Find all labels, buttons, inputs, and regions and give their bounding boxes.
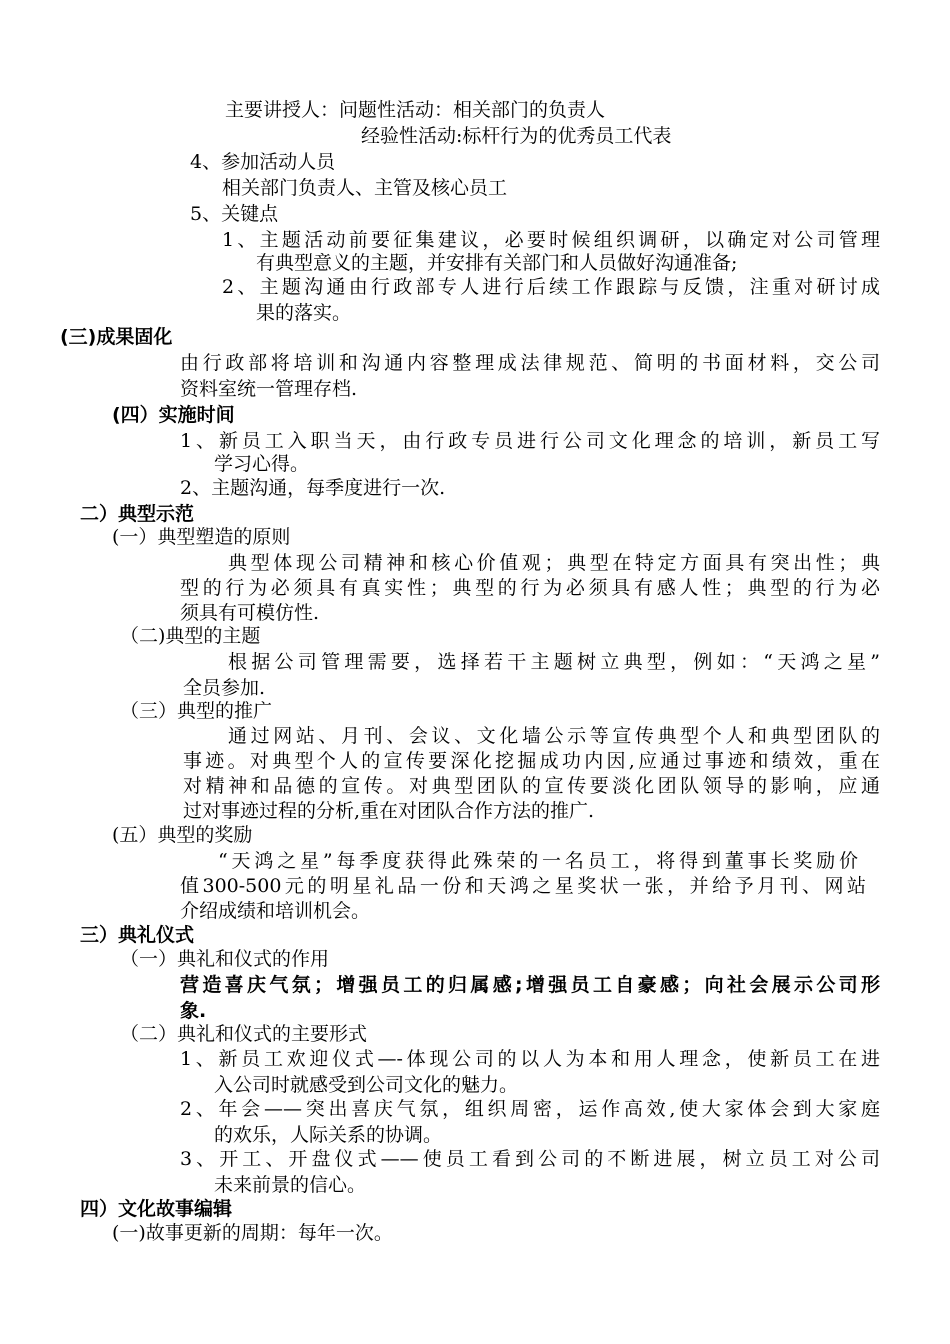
text-line: 入公司时就感受到公司文化的魅力。 xyxy=(214,1074,519,1096)
text-line: （二）典礼和仪式的主要形式 xyxy=(120,1023,368,1045)
text-line: 由行政部将培训和沟通内容整理成法律规范、简明的书面材料，交公司 xyxy=(180,352,880,374)
text-line: 有典型意义的主题，并安排有关部门和人员做好沟通准备; xyxy=(256,252,738,274)
text-line: 须具有可模仿性. xyxy=(180,602,320,624)
text-line: 3、开工、开盘仪式——使员工看到公司的不断进展，树立员工对公司 xyxy=(180,1148,880,1170)
text-line: 主要讲授人：问题性活动：相关部门的负责人 xyxy=(225,99,606,121)
section-heading: 象. xyxy=(180,1000,207,1022)
text-line: 学习心得。 xyxy=(214,453,310,475)
section-heading: 四）文化故事编辑 xyxy=(80,1198,233,1220)
text-line: 2、主题沟通由行政部专人进行后续工作跟踪与反馈，注重对研讨成 xyxy=(222,276,880,298)
text-line: “天鸿之星”每季度获得此殊荣的一名员工，将得到董事长奖励价 xyxy=(218,850,858,872)
text-line: (一)故事更新的周期：每年一次。 xyxy=(112,1222,393,1244)
text-line: 通过网站、月刊、会议、文化墙公示等宣传典型个人和典型团队的 xyxy=(228,725,880,747)
text-line: 值300-500元的明星礼品一份和天鸿之星奖状一张，并给予月刊、网站 xyxy=(180,875,866,897)
text-line: 典型体现公司精神和核心价值观；典型在特定方面具有突出性；典 xyxy=(228,552,880,574)
text-line: 2、年会——突出喜庆气氛，组织周密，运作高效,使大家体会到大家庭 xyxy=(180,1098,880,1120)
text-line: (一）典型塑造的原则 xyxy=(112,526,291,548)
section-heading: (四）实施时间 xyxy=(112,404,235,426)
text-line: （二)典型的主题 xyxy=(120,625,261,647)
text-line: 根据公司管理需要，选择若干主题树立典型，例如：“天鸿之星” xyxy=(228,651,880,673)
text-line: 介绍成绩和培训机会。 xyxy=(180,900,371,922)
section-heading: 营造喜庆气氛；增强员工的归属感;增强员工自豪感；向社会展示公司形 xyxy=(180,974,880,996)
text-line: 的欢乐，人际关系的协调。 xyxy=(214,1124,443,1146)
text-line: （一）典礼和仪式的作用 xyxy=(120,948,330,970)
text-line: 2、主题沟通，每季度进行一次. xyxy=(180,477,446,499)
section-heading: 三）典礼仪式 xyxy=(80,924,195,946)
text-line: 4、参加活动人员 xyxy=(190,151,336,173)
text-line: 对精神和品德的宣传。对典型团队的宣传要淡化团队领导的影响，应通 xyxy=(183,775,880,797)
text-line: (五）典型的奖励 xyxy=(112,824,253,846)
text-line: 型的行为必须具有真实性；典型的行为必须具有感人性；典型的行为必 xyxy=(180,577,880,599)
text-line: 未来前景的信心。 xyxy=(214,1174,367,1196)
text-line: 1、新员工欢迎仪式—-体现公司的以人为本和用人理念，使新员工在进 xyxy=(180,1048,880,1070)
text-line: 5、关键点 xyxy=(190,203,279,225)
text-line: 事迹。对典型个人的宣传要深化挖掘成功内因,应通过事迹和绩效，重在 xyxy=(183,750,880,772)
text-line: 相关部门负责人、主管及核心员工 xyxy=(222,177,508,199)
text-line: 1、新员工入职当天，由行政专员进行公司文化理念的培训，新员工写 xyxy=(180,430,880,452)
section-heading: (三)成果固化 xyxy=(60,326,173,348)
text-line: 资料室统一管理存档. xyxy=(180,378,358,400)
text-line: 全员参加. xyxy=(183,677,266,699)
text-line: 1、主题活动前要征集建议，必要时候组织调研，以确定对公司管理 xyxy=(222,229,880,251)
text-line: 过对事迹过程的分析,重在对团队合作方法的推广. xyxy=(183,800,595,822)
text-line: （三）典型的推广 xyxy=(120,700,273,722)
section-heading: 二）典型示范 xyxy=(80,503,195,525)
text-line: 经验性活动:标杆行为的优秀员工代表 xyxy=(361,125,672,147)
text-line: 果的落实。 xyxy=(256,302,352,324)
